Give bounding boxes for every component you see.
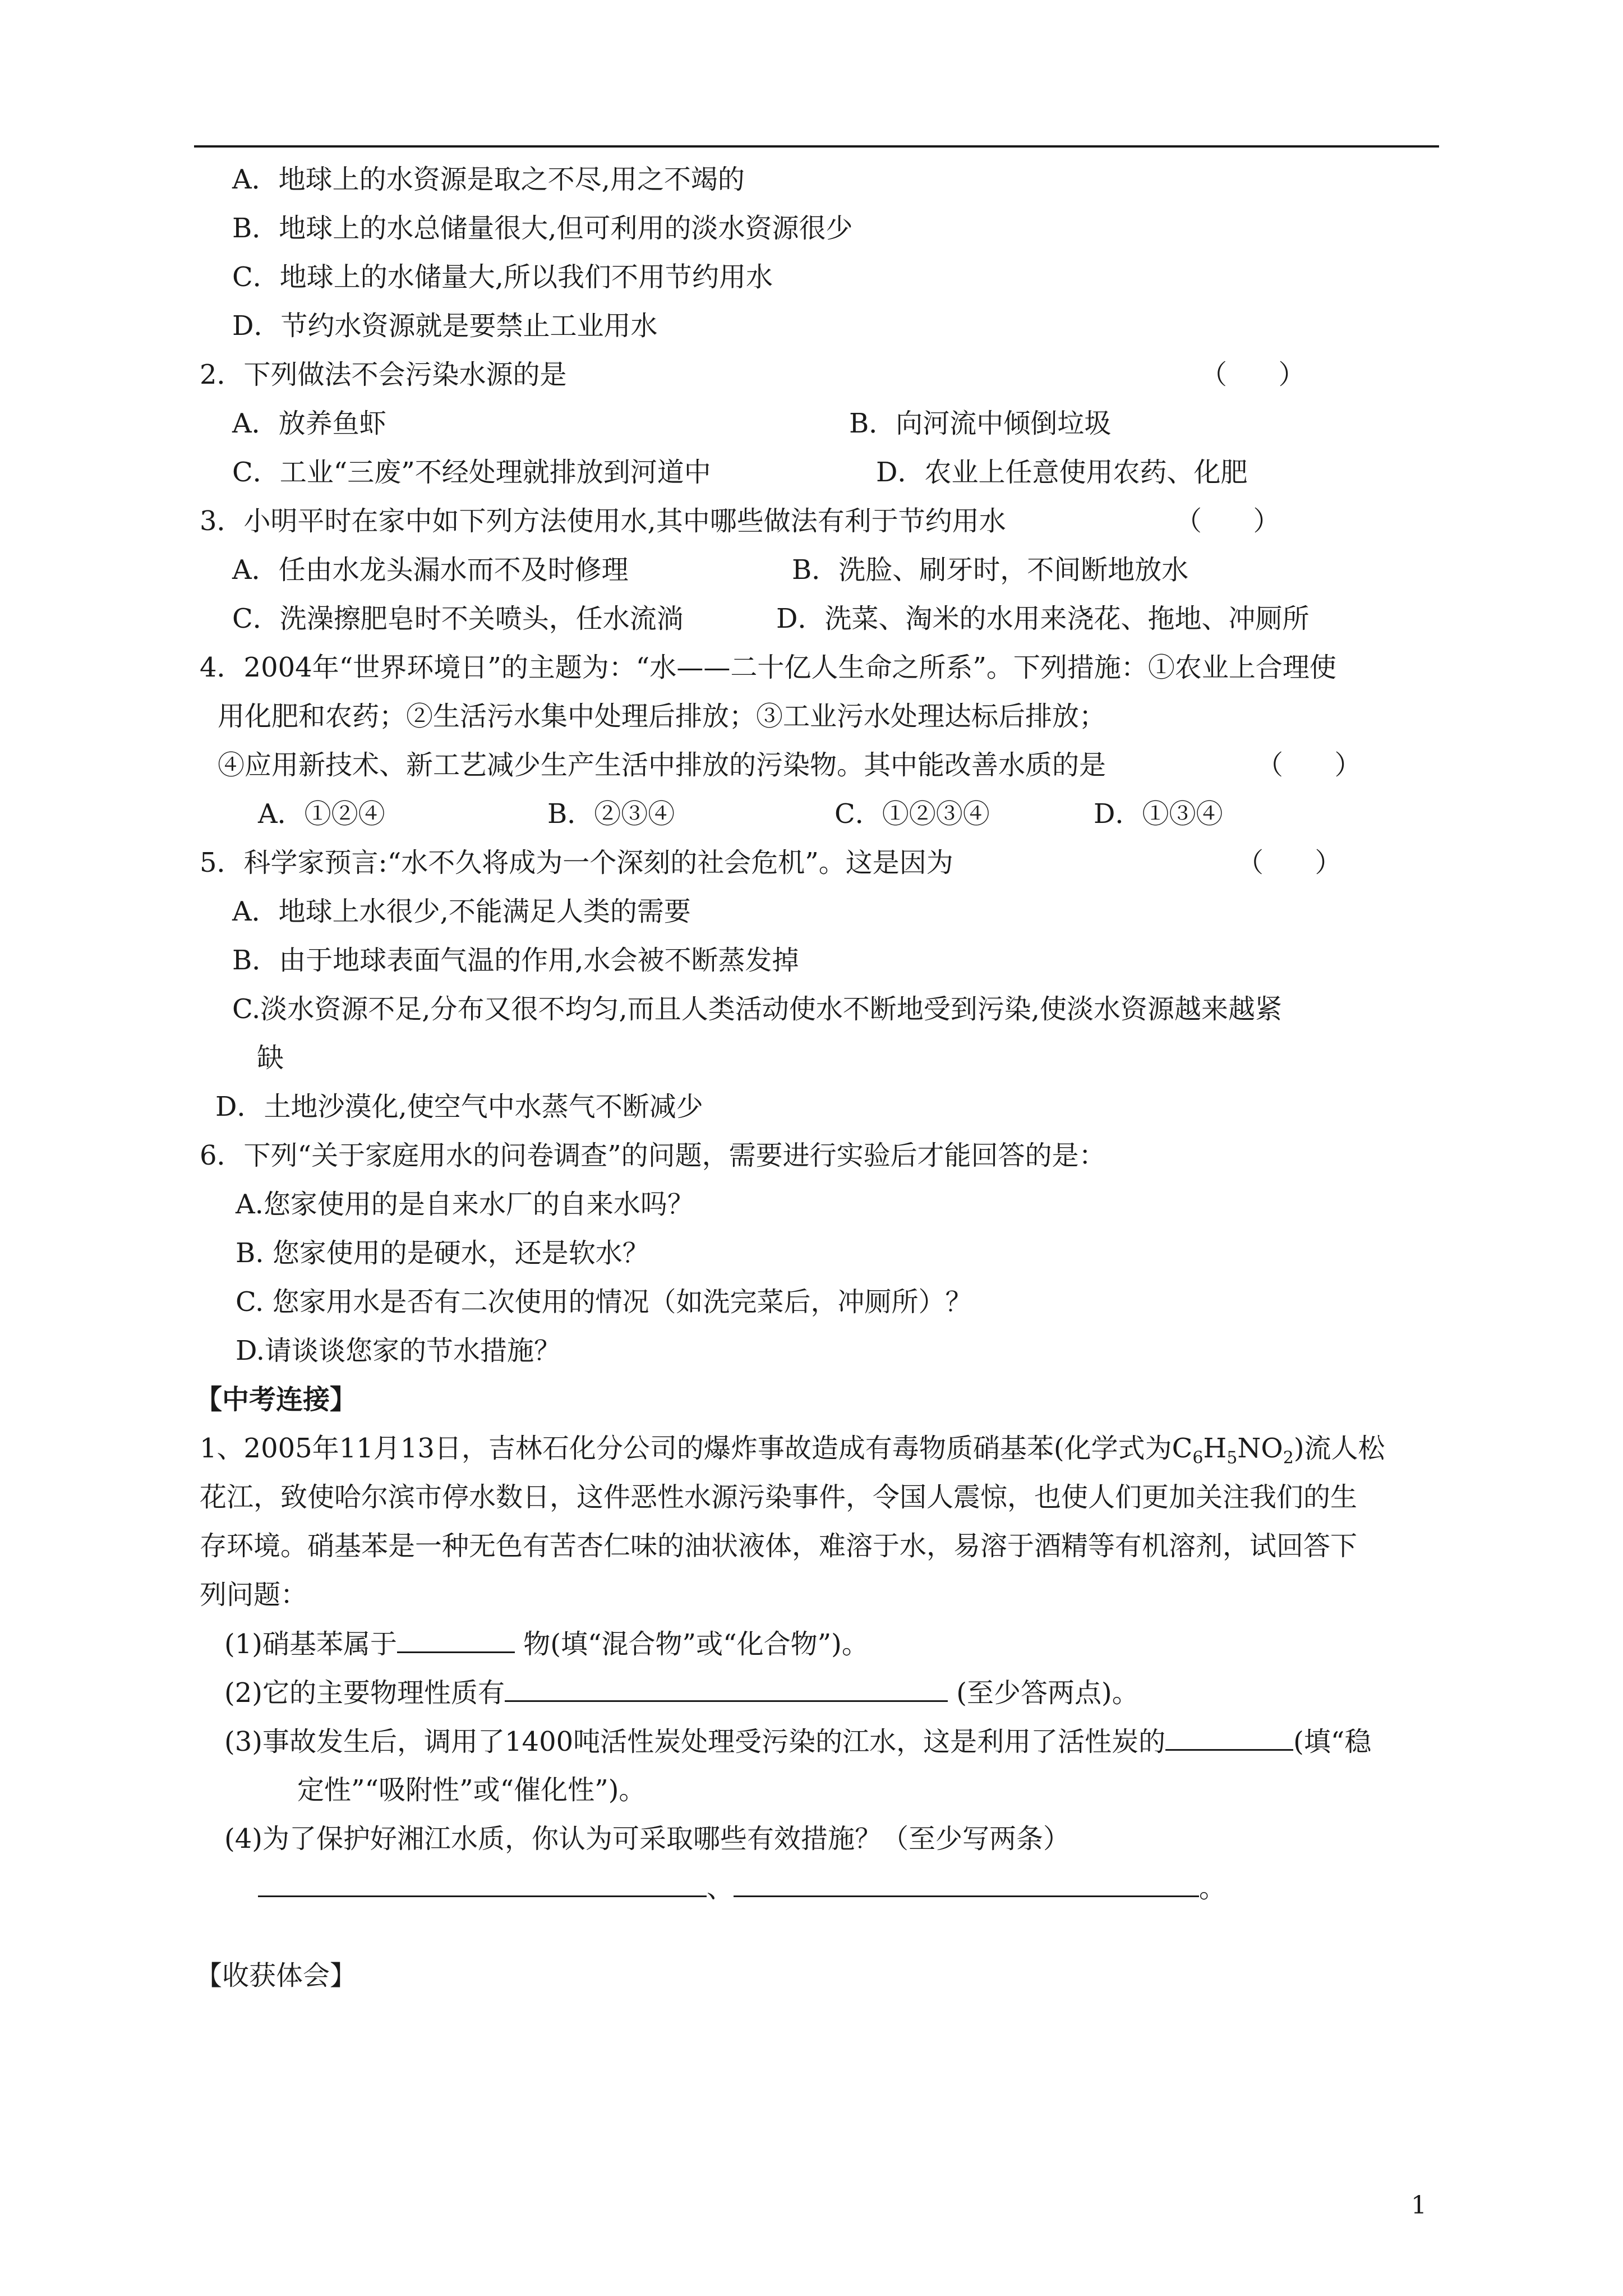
answer-blank-4a[interactable] [258,1871,707,1897]
zhongkao-paragraph-line3: 存环境。硝基苯是一种无色有苦杏仁味的油状液体，难溶于水，易溶于酒精等有机溶剂，试回答下 [200,1530,1358,1562]
q2-option-b: B．向河流中倾倒垃圾 [849,408,1112,439]
q5-option-d: D．土地沙漠化,使空气中水蒸气不断减少 [215,1091,703,1122]
q4-stem-line1: 4．2004年“世界环境日”的主题为：“水——二十亿人生命之所系”。下列措施：①农业上合理使 [200,652,1336,683]
q5-option-a: A．地球上水很少,不能满足人类的需要 [232,896,691,927]
q5-stem: 5．科学家预言:“水不久将成为一个深刻的社会危机”。这是因为 [200,847,953,878]
zhongkao-paragraph-line4: 列问题： [200,1579,308,1611]
q5-option-c-line1: C.淡水资源不足,分布又很不均匀,而且人类活动使水不断地受到污染,使淡水资源越来越紧 [232,993,1283,1025]
zhongkao-paragraph-line1: 1、2005年11月13日，吉林石化分公司的爆炸事故造成有毒物质硝基苯(化学式为$C_6H_5NO_2$)流人松 [200,1433,1385,1468]
section-heading-harvest: 【收获体会】 [195,1960,357,1991]
q1-option-d: D．节约水资源就是要禁止工业用水 [232,310,658,342]
q5-option-c-line2: 缺 [257,1042,284,1074]
page-number: 1 [1411,2191,1427,2220]
q6-stem: 6．下列“关于家庭用水的问卷调查”的问题，需要进行实验后才能回答的是： [200,1140,1106,1171]
sub-question-3-continued: 定性”“吸附性”或“催化性”)。 [297,1774,646,1806]
sub-question-2: (2)它的主要物理性质有 (至少答两点)。 [224,1676,1139,1710]
q3-option-b: B．洗脸、刷牙时，不间断地放水 [792,554,1189,586]
answer-blank-2[interactable] [505,1676,948,1702]
q3-option-a: A．任由水龙头漏水而不及时修理 [232,554,629,586]
q2-answer-paren: （ ） [1200,359,1306,390]
q6-option-d: D.请谈谈您家的节水措施？ [236,1335,561,1366]
q4-option-d: D．①③④ [1094,798,1223,830]
q4-option-c: C．①②③④ [834,798,990,830]
q5-answer-paren: （ ） [1237,847,1342,878]
q4-stem-line3: ④应用新技术、新工艺减少生产生活中排放的污染物。其中能改善水质的是 [218,749,1106,781]
q2-option-c: C．工业“三废”不经处理就排放到河道中 [232,457,711,488]
q3-option-c: C．洗澡擦肥皂时不关喷头，任水流淌 [232,603,684,634]
sub-question-4: (4)为了保护好湘江水质，你认为可采取哪些有效措施？（至少写两条） [224,1823,1070,1855]
answer-blank-4b[interactable] [734,1871,1199,1897]
answer-blank-1[interactable] [397,1627,515,1653]
sub-question-1: (1)硝基苯属于 物(填“混合物”或“化合物”)。 [224,1627,869,1661]
q1-option-a: A．地球上的水资源是取之不尽,用之不竭的 [232,164,745,195]
q4-stem-line2: 用化肥和农药；②生活污水集中处理后排放；③工业污水处理达标后排放； [218,701,1106,732]
q4-answer-paren: （ ） [1256,749,1362,781]
q2-option-d: D．农业上任意使用农药、化肥 [876,457,1248,488]
sub-question-3: (3)事故发生后，调用了1400吨活性炭处理受污染的江水，这是利用了活性炭的 (填“稳 [224,1724,1371,1759]
q1-option-b: B．地球上的水总储量很大,但可利用的淡水资源很少 [232,213,853,244]
q4-option-a: A．①②④ [258,798,385,830]
sub-question-4-answers: 、 。 [258,1871,1226,1905]
q3-stem: 3．小明平时在家中如下列方法使用水,其中哪些做法有利于节约用水 [200,505,1006,537]
q6-option-c: C. 您家用水是否有二次使用的情况（如洗完菜后，冲厕所）？ [236,1286,972,1318]
q3-answer-paren: （ ） [1175,505,1280,537]
zhongkao-paragraph-line2: 花江，致使哈尔滨市停水数日，这件恶性水源污染事件，令国人震惊，也使人们更加关注我们的生 [200,1481,1358,1513]
q1-option-c: C．地球上的水储量大,所以我们不用节约用水 [232,261,773,293]
q3-option-d: D．洗菜、淘米的水用来浇花、拖地、冲厕所 [776,603,1310,634]
q2-option-a: A．放养鱼虾 [232,408,386,439]
header-rule [194,145,1439,148]
q6-option-b: B. 您家使用的是硬水，还是软水？ [236,1237,649,1269]
answer-blank-3[interactable] [1165,1724,1293,1751]
q2-stem: 2．下列做法不会污染水源的是 [200,359,567,390]
q4-option-b: B．②③④ [547,798,675,830]
q6-option-a: A.您家使用的是自来水厂的自来水吗？ [236,1189,694,1220]
section-heading-zhongkao: 【中考连接】 [195,1384,357,1415]
q5-option-b: B．由于地球表面气温的作用,水会被不断蒸发掉 [232,945,799,976]
